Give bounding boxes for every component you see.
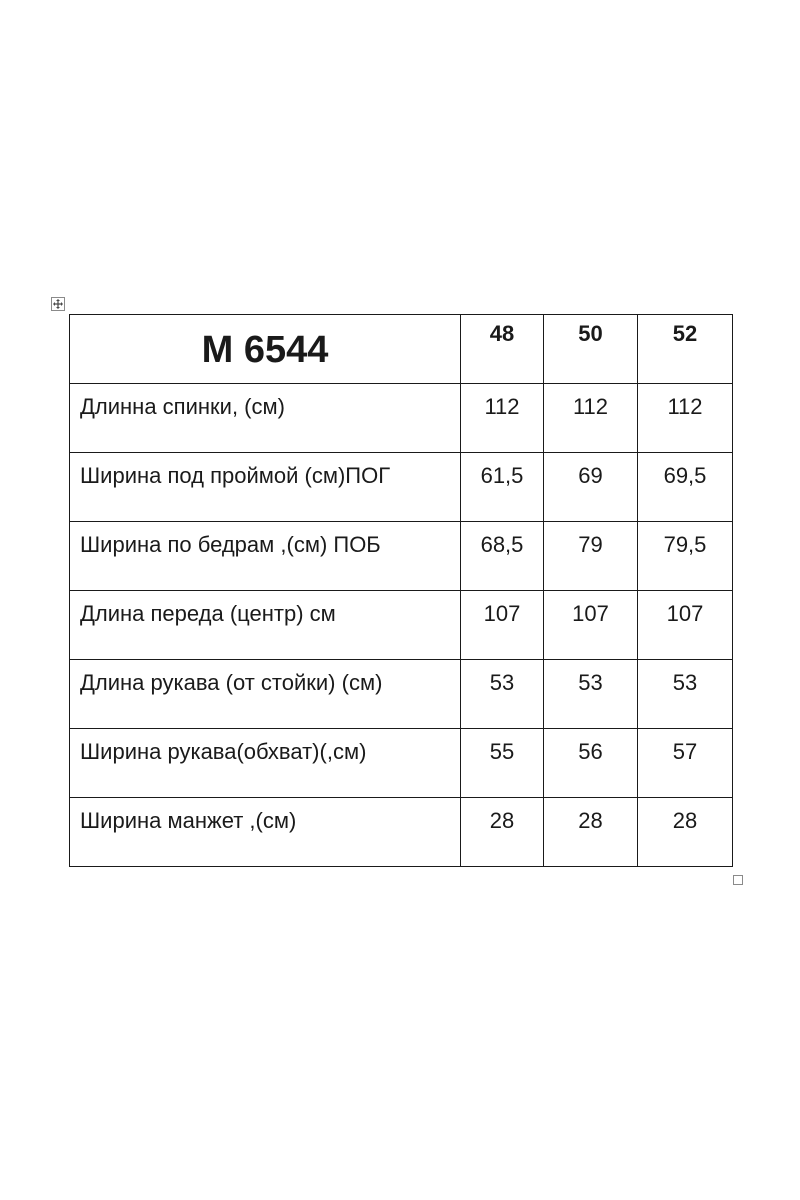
cell-value: 112: [544, 384, 638, 453]
row-label: Длина переда (центр) см: [70, 591, 461, 660]
cell-value: 28: [461, 798, 544, 867]
cell-value: 79,5: [638, 522, 733, 591]
row-label: Длинна спинки, (см): [70, 384, 461, 453]
cell-value: 53: [544, 660, 638, 729]
cell-value: 112: [461, 384, 544, 453]
row-label: Ширина манжет ,(см): [70, 798, 461, 867]
table-row: [70, 384, 733, 453]
cell-value: 107: [638, 591, 733, 660]
row-label: Ширина рукава(обхват)(,см): [70, 729, 461, 798]
model-number: М 6544: [70, 315, 461, 384]
table-row: [70, 522, 733, 591]
cell-value: 69: [544, 453, 638, 522]
cell-value: 61,5: [461, 453, 544, 522]
cell-value: 68,5: [461, 522, 544, 591]
cell-value: 56: [544, 729, 638, 798]
size-header-52: 52: [638, 315, 733, 384]
cell-value: 107: [461, 591, 544, 660]
table-row: [70, 591, 733, 660]
cell-value: 112: [638, 384, 733, 453]
row-label: Ширина по бедрам ,(см) ПОБ: [70, 522, 461, 591]
size-header-48: 48: [461, 315, 544, 384]
cell-value: 28: [544, 798, 638, 867]
cell-value: 53: [638, 660, 733, 729]
table-header-row: [70, 315, 733, 384]
table-row: [70, 798, 733, 867]
row-label: Длина рукава (от стойки) (см): [70, 660, 461, 729]
move-arrows-icon: [53, 299, 63, 309]
cell-value: 107: [544, 591, 638, 660]
size-header-50: 50: [544, 315, 638, 384]
table-resize-handle-icon[interactable]: [733, 875, 743, 885]
row-label: Ширина под проймой (см)ПОГ: [70, 453, 461, 522]
table-row: [70, 453, 733, 522]
size-chart-table: [69, 314, 733, 867]
cell-value: 57: [638, 729, 733, 798]
cell-value: 28: [638, 798, 733, 867]
cell-value: 79: [544, 522, 638, 591]
cell-value: 55: [461, 729, 544, 798]
cell-value: 69,5: [638, 453, 733, 522]
table-row: [70, 660, 733, 729]
cell-value: 53: [461, 660, 544, 729]
table-row: [70, 729, 733, 798]
table-move-handle-icon[interactable]: [51, 297, 65, 311]
